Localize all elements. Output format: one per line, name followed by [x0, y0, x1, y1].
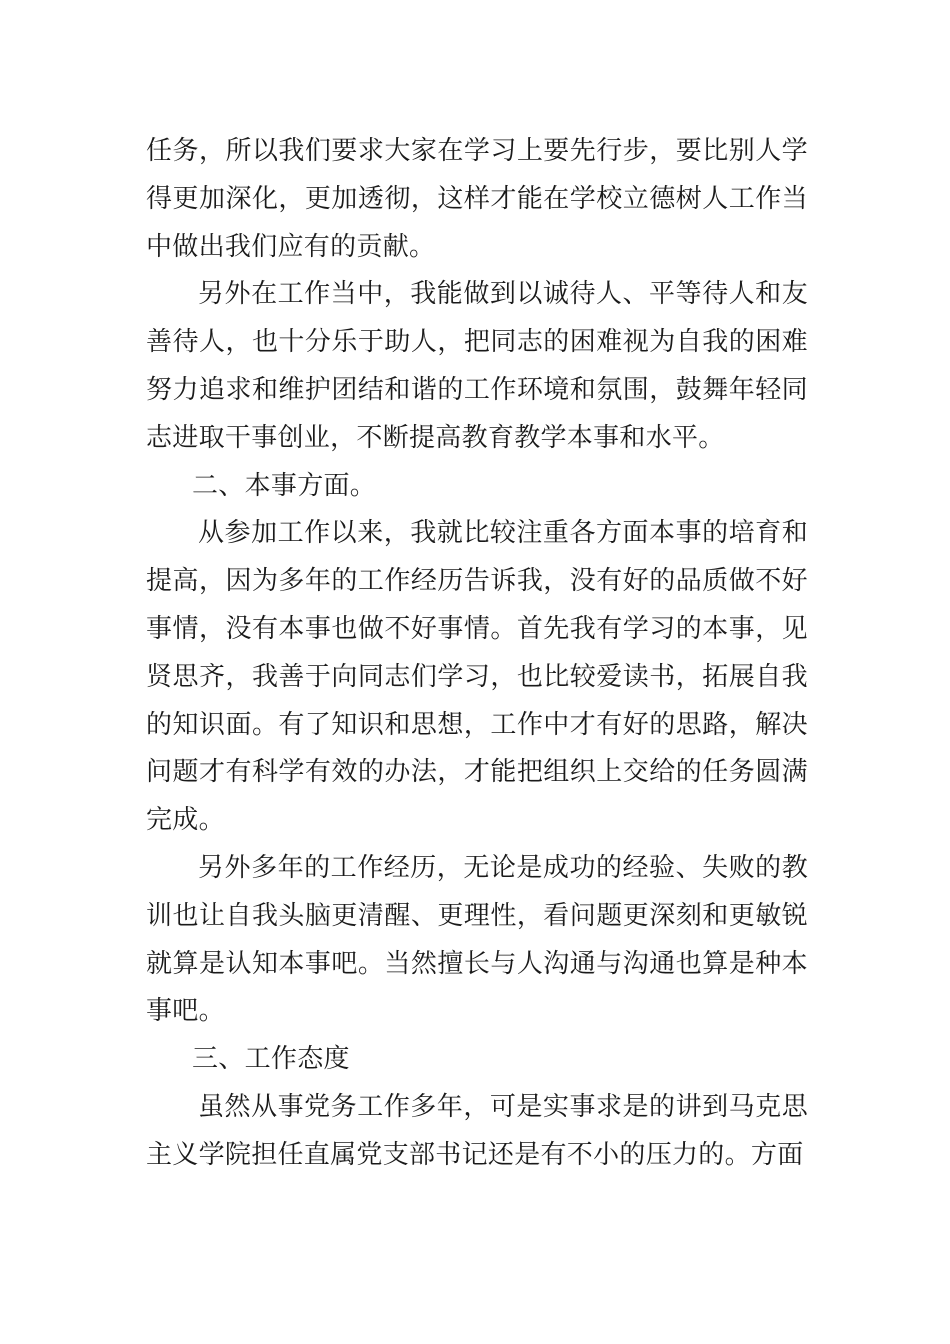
section-heading-work-attitude: 三、工作态度: [192, 1044, 350, 1075]
section-heading-ability: 二、本事方面。: [192, 470, 377, 501]
paragraph-work-attitude: 虽然从事党务工作多年，可是实事求是的讲到马克思主义学院担任直属党支部书记还是有不小的压力的。方面: [146, 1091, 808, 1170]
paragraph-experience: 另外多年的工作经历，无论是成功的经验、失败的教训也让自我头脑更清醒、更理性，看问题更深刻和更敏锐就算是认知本事吧。当然擅长与人沟通与沟通也算是种本事吧。: [146, 852, 808, 1027]
paragraph-continuation: 任务，所以我们要求大家在学习上要先行步，要比别人学得更加深化，更加透彻，这样才能在学校立德树人工作当中做出我们应有的贡献。: [146, 136, 808, 262]
paragraph-ability: 从参加工作以来，我就比较注重各方面本事的培育和提高，因为多年的工作经历告诉我，没有好的品质做不好事情，没有本事也做不好事情。首先我有学习的本事，见贤思齐，我善于向同志们学习，也比较爱读书，拓展自我的知识面。有了知识和思想，工作中才有好的思路，解决问题才有科学有效的办法，才能把组织上交给的任务圆满完成。: [146, 518, 808, 836]
document-body: [146, 128, 808, 1180]
paragraph-attitude: 另外在工作当中，我能做到以诚待人、平等待人和友善待人，也十分乐于助人，把同志的困难视为自我的困难努力追求和维护团结和谐的工作环境和氛围，鼓舞年轻同志进取干事创业，不断提高教育教学本事和水平。: [146, 279, 808, 453]
